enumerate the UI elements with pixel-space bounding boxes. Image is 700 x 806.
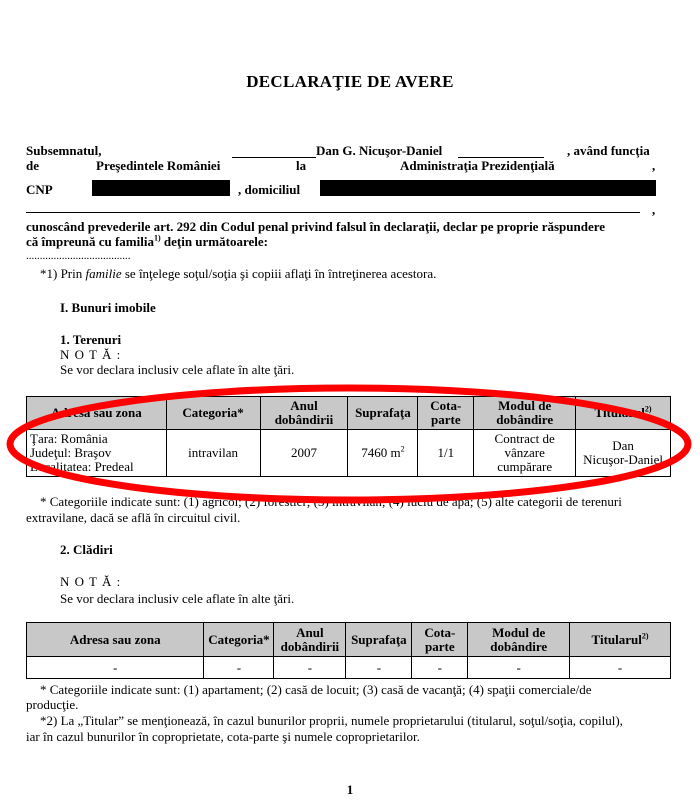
trailing-comma: , (652, 202, 656, 217)
cnp-label: CNP (26, 182, 53, 197)
header-cell: Adresa sau zona (27, 397, 167, 430)
avand-functia-label: , având funcţia (567, 143, 650, 158)
function-value: Preşedintele României (96, 158, 221, 173)
building-category-footnote: * Categoriile indicate sunt: (1) apartament; (2) casă de locuit; (3) casă de vacanţă; (4) spaţii comerciale/de (40, 682, 592, 697)
titular-footnote-cont: iar în cazul bunurilor în coproprietate, cota-parte şi numele coproprietarilor. (26, 729, 420, 744)
land-table (26, 396, 671, 477)
land-category-footnote: * Categoriile indicate sunt: (1) agricol; (2) forestier; (3) intravilan; (4) luciu de apă; (5) alte categorii de terenuri (40, 494, 622, 509)
header-cell: Categoria* (166, 397, 260, 430)
table-cell: - (412, 657, 468, 679)
table-cell: - (468, 657, 570, 679)
header-cell: Modul de dobândire (474, 397, 576, 430)
table-cell: 2007 (260, 430, 348, 477)
table-header-row (27, 623, 671, 657)
table-row (27, 657, 671, 679)
table-cell: intravilan (166, 430, 260, 477)
family-footnote: *1) Prin familie se înţelege soţul/soţia şi copiii aflaţi în întreţinerea acestora. (40, 266, 437, 281)
nota-label: N O T Ă : (60, 574, 122, 589)
table-row (27, 430, 671, 477)
nota-text: Se vor declara inclusiv cele aflate în alte ţări. (60, 591, 295, 606)
titular-footnote: *2) La „Titular” se menţionează, în cazul bunurilor proprii, numele proprietarului (titularul, soţul/soţia, copilul), (40, 713, 623, 728)
declarant-name: Dan G. Nicuşor-Daniel (316, 143, 443, 158)
land-category-footnote-cont: extravilane, dacă se află în circuitul civil. (26, 510, 241, 525)
dotted-line: ...................................... (26, 250, 131, 262)
table-cell: Dan Nicuşor-Daniel (576, 430, 671, 477)
table-cell: - (274, 657, 346, 679)
subsection-title: 1. Terenuri (60, 332, 122, 347)
nota-label: N O T Ă : (60, 347, 122, 362)
header-cell: Suprafaţa (348, 397, 418, 430)
table-cell: Contract de vânzare cumpărare (474, 430, 576, 477)
comma: , (652, 158, 656, 173)
table-cell: 7460 $m^2$ (348, 430, 418, 477)
buildings-table (26, 622, 671, 679)
header-cell: Titularul$^{2)}$ (576, 397, 671, 430)
page-number: 1 (346, 782, 354, 797)
intro-line-1: cunoscând prevederile art. 292 din Codul penal privind falsul în declaraţii, declar pe proprie răspundere (26, 219, 606, 234)
la-label: la (296, 158, 307, 173)
table-cell: - (346, 657, 412, 679)
building-category-footnote-cont: producţie. (26, 697, 79, 712)
header-cell: Titularul$^{2)}$ (570, 623, 671, 657)
section-title: I. Bunuri imobile (60, 300, 156, 315)
header-cell: Categoria* (204, 623, 274, 657)
institution-value: Administraţia Prezidenţială (400, 158, 555, 173)
header-cell: Cota-parte (412, 623, 468, 657)
table-cell: - (204, 657, 274, 679)
table-cell: 1/1 (418, 430, 474, 477)
table-cell: - (570, 657, 671, 679)
underline (26, 212, 640, 213)
redacted-cnp (92, 180, 230, 196)
redacted-address (320, 180, 656, 196)
de-label: de (26, 158, 39, 173)
header-cell: Anul dobândirii (274, 623, 346, 657)
nota-text: Se vor declara inclusiv cele aflate în alte ţări. (60, 362, 295, 377)
subsection-title: 2. Clădiri (60, 542, 113, 557)
header-cell: Suprafaţa (346, 623, 412, 657)
table-header-row (27, 397, 671, 430)
intro-line-2: că împreună cu familia$^{1)}$ deţin următoarele: (26, 233, 268, 249)
header-cell: Modul de dobândire (468, 623, 570, 657)
header-cell: Adresa sau zona (27, 623, 204, 657)
subsemnatul-label: Subsemnatul, (26, 143, 102, 158)
document-title: DECLARAŢIE DE AVERE (246, 72, 454, 91)
domiciliul-label: , domiciliul (238, 182, 301, 197)
header-cell: Anul dobândirii (260, 397, 348, 430)
header-cell: Cota-parte (418, 397, 474, 430)
table-cell: Ţara: România Judeţul: Braşov Localitatea: Predeal (27, 430, 167, 477)
table-cell: - (27, 657, 204, 679)
